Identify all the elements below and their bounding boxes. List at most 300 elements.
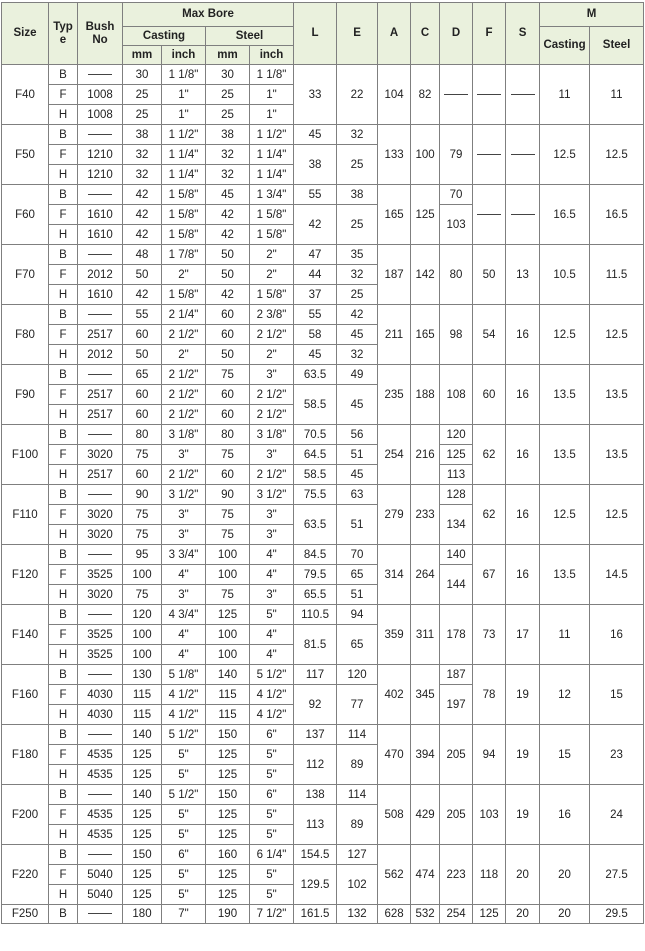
steel-inch-cell: 2 1/2"	[250, 325, 294, 345]
type-cell: H	[49, 225, 78, 245]
header-steel-mm: mm	[206, 46, 250, 65]
d-cell: 125	[440, 445, 473, 465]
casting-inch-cell: 1 5/8"	[162, 285, 206, 305]
table-row	[2, 665, 644, 685]
steel-inch-cell: 1"	[250, 105, 294, 125]
steel-mm-cell: 60	[206, 465, 250, 485]
e-cell: 102	[337, 865, 378, 905]
c-cell: 474	[411, 845, 440, 905]
type-cell: F	[49, 685, 78, 705]
m-steel-cell: 14.5	[590, 545, 644, 605]
type-cell: F	[49, 265, 78, 285]
e-cell: 32	[337, 265, 378, 285]
casting-mm-cell: 115	[123, 705, 162, 725]
casting-mm-cell: 100	[123, 565, 162, 585]
d-cell: 80	[440, 245, 473, 305]
casting-inch-cell: 3 1/2"	[162, 485, 206, 505]
casting-inch-cell: 3"	[162, 505, 206, 525]
d-cell: 70	[440, 185, 473, 205]
m-steel-cell: 13.5	[590, 425, 644, 485]
size-cell: F250	[2, 905, 49, 924]
casting-mm-cell: 38	[123, 125, 162, 145]
c-cell: 100	[411, 125, 440, 185]
bush-no-cell: 4535	[78, 745, 123, 765]
e-cell: 63	[337, 485, 378, 505]
casting-inch-cell: 5"	[162, 745, 206, 765]
l-cell: 129.5	[294, 865, 337, 905]
e-cell: 51	[337, 585, 378, 605]
type-cell: F	[49, 85, 78, 105]
steel-mm-cell: 75	[206, 585, 250, 605]
f-cell: 125	[473, 905, 506, 924]
l-cell: 161.5	[294, 905, 337, 924]
d-cell: 79	[440, 125, 473, 185]
casting-inch-cell: 5 1/8"	[162, 665, 206, 685]
casting-mm-cell: 75	[123, 525, 162, 545]
steel-inch-cell: 4"	[250, 645, 294, 665]
steel-inch-cell: 6"	[250, 725, 294, 745]
casting-mm-cell: 100	[123, 645, 162, 665]
header-steel-inch: inch	[250, 46, 294, 65]
casting-inch-cell: 1 1/4"	[162, 145, 206, 165]
l-cell: 84.5	[294, 545, 337, 565]
e-cell: 22	[337, 65, 378, 125]
m-casting-cell: 12.5	[540, 485, 590, 545]
casting-inch-cell: 2 1/2"	[162, 385, 206, 405]
steel-mm-cell: 50	[206, 245, 250, 265]
casting-mm-cell: 50	[123, 345, 162, 365]
dash-line	[88, 554, 112, 555]
steel-inch-cell: 2 1/2"	[250, 465, 294, 485]
casting-mm-cell: 25	[123, 105, 162, 125]
s-cell: 13	[506, 245, 540, 305]
header-casting: Casting	[123, 27, 206, 46]
a-cell: 211	[378, 305, 411, 365]
table-row	[2, 185, 644, 205]
casting-inch-cell: 1"	[162, 105, 206, 125]
m-casting-cell: 12.5	[540, 305, 590, 365]
bush-no-cell	[78, 665, 123, 685]
e-cell: 49	[337, 365, 378, 385]
m-casting-cell: 12.5	[540, 125, 590, 185]
dash-line	[88, 614, 112, 615]
e-cell: 25	[337, 285, 378, 305]
a-cell: 235	[378, 365, 411, 425]
c-cell: 264	[411, 545, 440, 605]
type-cell: F	[49, 385, 78, 405]
casting-inch-cell: 1"	[162, 85, 206, 105]
m-steel-cell: 16	[590, 605, 644, 665]
type-cell: B	[49, 125, 78, 145]
m-steel-cell: 16.5	[590, 185, 644, 245]
steel-inch-cell: 4"	[250, 565, 294, 585]
casting-mm-cell: 100	[123, 625, 162, 645]
m-casting-cell: 20	[540, 905, 590, 924]
dash-line	[88, 913, 112, 914]
table-row	[2, 485, 644, 505]
size-cell: F80	[2, 305, 49, 365]
casting-mm-cell: 75	[123, 445, 162, 465]
steel-inch-cell: 5"	[250, 805, 294, 825]
steel-inch-cell: 2 1/2"	[250, 405, 294, 425]
d-cell: 187	[440, 665, 473, 685]
s-cell: 19	[506, 665, 540, 725]
table-row	[2, 245, 644, 265]
header-m: M	[540, 3, 644, 27]
casting-inch-cell: 1 7/8"	[162, 245, 206, 265]
bush-no-cell	[78, 905, 123, 924]
l-cell: 63.5	[294, 505, 337, 545]
e-cell: 89	[337, 745, 378, 785]
casting-inch-cell: 4 3/4"	[162, 605, 206, 625]
type-cell: B	[49, 245, 78, 265]
type-cell: B	[49, 425, 78, 445]
c-cell: 394	[411, 725, 440, 785]
bush-no-cell: 1610	[78, 205, 123, 225]
a-cell: 359	[378, 605, 411, 665]
type-cell: H	[49, 285, 78, 305]
casting-inch-cell: 2 1/4"	[162, 305, 206, 325]
e-cell: 94	[337, 605, 378, 625]
bush-no-cell: 3525	[78, 645, 123, 665]
m-casting-cell: 11	[540, 605, 590, 665]
steel-mm-cell: 50	[206, 345, 250, 365]
m-casting-cell: 20	[540, 845, 590, 905]
l-cell: 33	[294, 65, 337, 125]
table-row	[2, 125, 644, 145]
m-steel-cell: 12.5	[590, 305, 644, 365]
table-row	[2, 305, 644, 325]
bush-no-cell: 3020	[78, 445, 123, 465]
steel-mm-cell: 50	[206, 265, 250, 285]
steel-inch-cell: 6"	[250, 785, 294, 805]
l-cell: 45	[294, 125, 337, 145]
c-cell: 142	[411, 245, 440, 305]
type-cell: B	[49, 725, 78, 745]
steel-inch-cell: 5"	[250, 885, 294, 905]
casting-inch-cell: 5"	[162, 885, 206, 905]
l-cell: 58	[294, 325, 337, 345]
bush-no-cell: 4535	[78, 825, 123, 845]
bush-no-cell	[78, 305, 123, 325]
size-cell: F200	[2, 785, 49, 845]
header-casting-mm: mm	[123, 46, 162, 65]
table-row	[2, 65, 644, 85]
s-cell	[506, 125, 540, 185]
casting-mm-cell: 30	[123, 65, 162, 85]
e-cell: 114	[337, 785, 378, 805]
d-cell: 205	[440, 725, 473, 785]
casting-mm-cell: 120	[123, 605, 162, 625]
casting-inch-cell: 5"	[162, 825, 206, 845]
e-cell: 45	[337, 385, 378, 425]
steel-inch-cell: 1"	[250, 85, 294, 105]
c-cell: 532	[411, 905, 440, 924]
l-cell: 47	[294, 245, 337, 265]
type-cell: H	[49, 465, 78, 485]
bush-no-cell: 1008	[78, 105, 123, 125]
s-cell	[506, 65, 540, 125]
steel-mm-cell: 190	[206, 905, 250, 924]
steel-mm-cell: 60	[206, 385, 250, 405]
table-row	[2, 785, 644, 805]
a-cell: 508	[378, 785, 411, 845]
e-cell: 45	[337, 325, 378, 345]
steel-inch-cell: 7 1/2"	[250, 905, 294, 924]
steel-mm-cell: 125	[206, 745, 250, 765]
dash-line	[88, 434, 112, 435]
dash-line	[88, 794, 112, 795]
steel-inch-cell: 1 1/4"	[250, 145, 294, 165]
type-cell: B	[49, 665, 78, 685]
e-cell: 32	[337, 345, 378, 365]
f-cell: 62	[473, 485, 506, 545]
d-cell: 140	[440, 545, 473, 565]
type-cell: B	[49, 605, 78, 625]
steel-mm-cell: 125	[206, 765, 250, 785]
c-cell: 345	[411, 665, 440, 725]
casting-mm-cell: 150	[123, 845, 162, 865]
steel-mm-cell: 32	[206, 145, 250, 165]
steel-mm-cell: 60	[206, 325, 250, 345]
type-cell: H	[49, 165, 78, 185]
steel-inch-cell: 2"	[250, 345, 294, 365]
m-steel-cell: 12.5	[590, 125, 644, 185]
bush-no-cell: 1610	[78, 225, 123, 245]
bush-no-cell	[78, 65, 123, 85]
header-d: D	[440, 3, 473, 65]
steel-inch-cell: 4 1/2"	[250, 705, 294, 725]
e-cell: 25	[337, 205, 378, 245]
a-cell: 104	[378, 65, 411, 125]
steel-mm-cell: 140	[206, 665, 250, 685]
steel-mm-cell: 150	[206, 785, 250, 805]
casting-mm-cell: 90	[123, 485, 162, 505]
type-cell: F	[49, 445, 78, 465]
casting-mm-cell: 125	[123, 865, 162, 885]
steel-inch-cell: 3"	[250, 505, 294, 525]
casting-inch-cell: 4"	[162, 625, 206, 645]
steel-mm-cell: 100	[206, 645, 250, 665]
steel-mm-cell: 32	[206, 165, 250, 185]
s-cell: 16	[506, 545, 540, 605]
steel-inch-cell: 4"	[250, 545, 294, 565]
steel-inch-cell: 3 1/2"	[250, 485, 294, 505]
header-m-steel: Steel	[590, 27, 644, 65]
steel-inch-cell: 1 5/8"	[250, 205, 294, 225]
l-cell: 38	[294, 145, 337, 185]
c-cell: 188	[411, 365, 440, 425]
c-cell: 311	[411, 605, 440, 665]
dash-line	[511, 94, 535, 95]
l-cell: 55	[294, 305, 337, 325]
type-cell: H	[49, 825, 78, 845]
e-cell: 89	[337, 805, 378, 845]
dash-line	[88, 74, 112, 75]
bush-no-cell: 1008	[78, 85, 123, 105]
steel-inch-cell: 1 1/8"	[250, 65, 294, 85]
d-cell: 98	[440, 305, 473, 365]
f-cell	[473, 185, 506, 245]
type-cell: F	[49, 505, 78, 525]
steel-inch-cell: 2"	[250, 265, 294, 285]
l-cell: 64.5	[294, 445, 337, 465]
type-cell: F	[49, 325, 78, 345]
d-cell: 197	[440, 685, 473, 725]
a-cell: 628	[378, 905, 411, 924]
d-cell: 103	[440, 205, 473, 245]
bush-no-cell: 3020	[78, 505, 123, 525]
steel-inch-cell: 1 5/8"	[250, 225, 294, 245]
casting-mm-cell: 65	[123, 365, 162, 385]
e-cell: 65	[337, 625, 378, 665]
l-cell: 65.5	[294, 585, 337, 605]
l-cell: 75.5	[294, 485, 337, 505]
header-size: Size	[2, 3, 49, 65]
steel-inch-cell: 1 1/2"	[250, 125, 294, 145]
casting-inch-cell: 1 5/8"	[162, 205, 206, 225]
table-header	[2, 3, 644, 65]
c-cell: 429	[411, 785, 440, 845]
dash-line	[88, 374, 112, 375]
f-cell: 67	[473, 545, 506, 605]
l-cell: 70.5	[294, 425, 337, 445]
type-cell: H	[49, 525, 78, 545]
dash-line	[88, 674, 112, 675]
casting-mm-cell: 60	[123, 405, 162, 425]
steel-mm-cell: 75	[206, 505, 250, 525]
l-cell: 137	[294, 725, 337, 745]
dash-line	[88, 494, 112, 495]
e-cell: 35	[337, 245, 378, 265]
m-steel-cell: 13.5	[590, 365, 644, 425]
casting-inch-cell: 1 1/8"	[162, 65, 206, 85]
dash-line	[477, 154, 501, 155]
table-row	[2, 605, 644, 625]
table-row	[2, 845, 644, 865]
e-cell: 25	[337, 145, 378, 185]
m-casting-cell: 10.5	[540, 245, 590, 305]
casting-mm-cell: 25	[123, 85, 162, 105]
steel-mm-cell: 150	[206, 725, 250, 745]
c-cell: 233	[411, 485, 440, 545]
bush-no-cell: 4030	[78, 705, 123, 725]
dash-line	[88, 254, 112, 255]
casting-inch-cell: 6"	[162, 845, 206, 865]
casting-mm-cell: 50	[123, 265, 162, 285]
bush-no-cell: 5040	[78, 885, 123, 905]
bore-spec-table	[1, 2, 644, 924]
steel-mm-cell: 80	[206, 425, 250, 445]
steel-mm-cell: 75	[206, 365, 250, 385]
type-cell: B	[49, 485, 78, 505]
e-cell: 45	[337, 465, 378, 485]
steel-mm-cell: 30	[206, 65, 250, 85]
bush-no-cell	[78, 365, 123, 385]
steel-inch-cell: 4 1/2"	[250, 685, 294, 705]
f-cell: 118	[473, 845, 506, 905]
casting-inch-cell: 5 1/2"	[162, 785, 206, 805]
casting-mm-cell: 140	[123, 725, 162, 745]
steel-inch-cell: 2 3/8"	[250, 305, 294, 325]
casting-mm-cell: 32	[123, 145, 162, 165]
steel-mm-cell: 60	[206, 405, 250, 425]
steel-inch-cell: 1 3/4"	[250, 185, 294, 205]
m-casting-cell: 13.5	[540, 425, 590, 485]
bush-no-cell: 3020	[78, 585, 123, 605]
m-steel-cell: 23	[590, 725, 644, 785]
casting-mm-cell: 60	[123, 385, 162, 405]
steel-mm-cell: 42	[206, 205, 250, 225]
type-cell: H	[49, 105, 78, 125]
casting-mm-cell: 140	[123, 785, 162, 805]
m-casting-cell: 16.5	[540, 185, 590, 245]
steel-inch-cell: 5 1/2"	[250, 665, 294, 685]
type-cell: B	[49, 785, 78, 805]
f-cell: 73	[473, 605, 506, 665]
steel-mm-cell: 75	[206, 525, 250, 545]
header-f: F	[473, 3, 506, 65]
l-cell: 81.5	[294, 625, 337, 665]
f-cell: 60	[473, 365, 506, 425]
casting-inch-cell: 1 5/8"	[162, 185, 206, 205]
casting-mm-cell: 42	[123, 225, 162, 245]
f-cell: 54	[473, 305, 506, 365]
bush-no-cell: 2012	[78, 345, 123, 365]
a-cell: 470	[378, 725, 411, 785]
m-steel-cell: 29.5	[590, 905, 644, 924]
e-cell: 42	[337, 305, 378, 325]
bush-no-cell	[78, 785, 123, 805]
e-cell: 38	[337, 185, 378, 205]
header-s: S	[506, 3, 540, 65]
size-cell: F160	[2, 665, 49, 725]
table-body	[2, 65, 644, 924]
size-cell: F100	[2, 425, 49, 485]
steel-inch-cell: 3"	[250, 585, 294, 605]
bush-no-cell	[78, 605, 123, 625]
type-cell: F	[49, 625, 78, 645]
s-cell: 16	[506, 305, 540, 365]
steel-mm-cell: 115	[206, 705, 250, 725]
l-cell: 92	[294, 685, 337, 725]
steel-mm-cell: 125	[206, 885, 250, 905]
s-cell: 16	[506, 365, 540, 425]
header-a: A	[378, 3, 411, 65]
bush-no-cell	[78, 485, 123, 505]
casting-inch-cell: 2 1/2"	[162, 325, 206, 345]
steel-mm-cell: 125	[206, 825, 250, 845]
e-cell: 51	[337, 505, 378, 545]
l-cell: 110.5	[294, 605, 337, 625]
casting-mm-cell: 60	[123, 325, 162, 345]
bush-no-cell: 4535	[78, 805, 123, 825]
type-cell: F	[49, 805, 78, 825]
steel-mm-cell: 25	[206, 105, 250, 125]
type-cell: B	[49, 365, 78, 385]
f-cell	[473, 125, 506, 185]
a-cell: 165	[378, 185, 411, 245]
bush-no-cell: 4030	[78, 685, 123, 705]
s-cell: 19	[506, 725, 540, 785]
steel-mm-cell: 45	[206, 185, 250, 205]
s-cell: 20	[506, 845, 540, 905]
header-steel: Steel	[206, 27, 294, 46]
c-cell: 165	[411, 305, 440, 365]
a-cell: 133	[378, 125, 411, 185]
steel-mm-cell: 160	[206, 845, 250, 865]
e-cell: 51	[337, 445, 378, 465]
